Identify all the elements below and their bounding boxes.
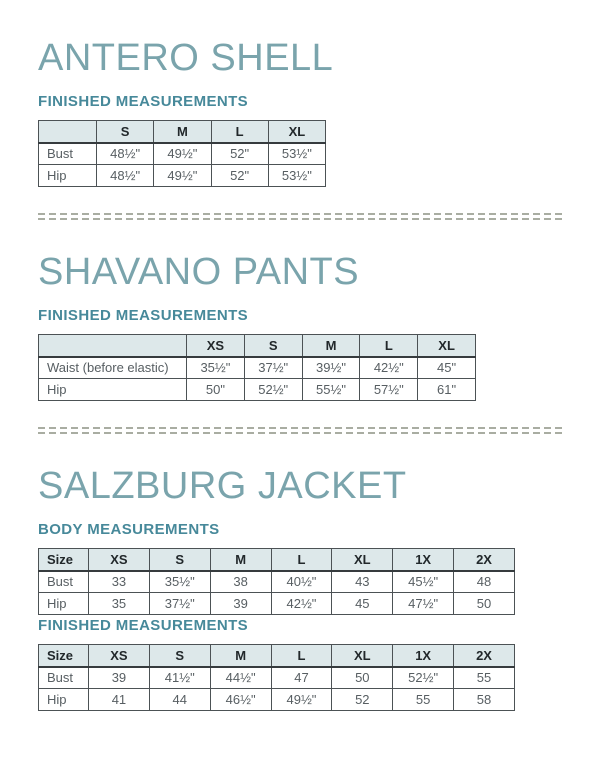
measurement-value: 47 (271, 667, 332, 689)
column-header: XL (268, 121, 325, 143)
measurement-value: 53½" (268, 143, 325, 165)
table-row (39, 593, 515, 615)
dashed-divider (38, 427, 566, 434)
measurements-table (38, 644, 515, 711)
measurement-value: 35½" (149, 571, 210, 593)
table-heading: FINISHED MEASUREMENTS (38, 93, 249, 110)
table-heading: FINISHED MEASUREMENTS (38, 617, 249, 634)
section-title: SALZBURG JACKET (38, 465, 407, 507)
measurement-value: 41½" (149, 667, 210, 689)
measurement-value: 45 (332, 593, 393, 615)
column-header: 2X (454, 549, 515, 571)
measurement-value: 49½" (154, 165, 211, 187)
column-header: S (149, 645, 210, 667)
header-row (39, 121, 326, 143)
column-header: S (149, 549, 210, 571)
column-header: L (360, 335, 418, 357)
measurement-value: 52" (211, 165, 268, 187)
measurement-value: 42½" (271, 593, 332, 615)
row-label: Hip (39, 165, 97, 187)
column-header: XS (89, 549, 150, 571)
table-row (39, 571, 515, 593)
measurement-value: 40½" (271, 571, 332, 593)
row-label: Bust (39, 143, 97, 165)
measurement-value: 37½" (244, 357, 302, 379)
section-title: ANTERO SHELL (38, 37, 334, 79)
column-header: XL (332, 549, 393, 571)
column-header: XL (332, 645, 393, 667)
measurement-value: 41 (89, 689, 150, 711)
table-heading: BODY MEASUREMENTS (38, 521, 220, 538)
measurement-value: 53½" (268, 165, 325, 187)
column-header (39, 335, 187, 357)
measurement-value: 48½" (97, 165, 154, 187)
measurement-value: 46½" (210, 689, 271, 711)
measurement-value: 52" (211, 143, 268, 165)
measurement-value: 48½" (97, 143, 154, 165)
section-title: SHAVANO PANTS (38, 251, 360, 293)
measurement-value: 50 (454, 593, 515, 615)
column-header: S (244, 335, 302, 357)
measurement-value: 58 (454, 689, 515, 711)
row-label: Waist (before elastic) (39, 357, 187, 379)
section-antero-shell (38, 38, 566, 187)
measurement-value: 52 (332, 689, 393, 711)
column-header: 1X (393, 645, 454, 667)
measurement-value: 45½" (393, 571, 454, 593)
column-header: XL (418, 335, 476, 357)
column-header: XS (89, 645, 150, 667)
measurements-table (38, 334, 476, 401)
measurement-value: 61" (418, 379, 476, 401)
column-header: M (302, 335, 360, 357)
measurement-value: 43 (332, 571, 393, 593)
column-header: L (211, 121, 268, 143)
measurement-value: 50" (187, 379, 245, 401)
section-shavano-pants (38, 252, 566, 401)
row-label: Bust (39, 571, 89, 593)
measurement-value: 49½" (154, 143, 211, 165)
header-row (39, 549, 515, 571)
column-header: S (97, 121, 154, 143)
measurement-value: 37½" (149, 593, 210, 615)
measurement-value: 39 (210, 593, 271, 615)
measurement-value: 39½" (302, 357, 360, 379)
row-label: Hip (39, 379, 187, 401)
measurement-value: 47½" (393, 593, 454, 615)
column-header: XS (187, 335, 245, 357)
column-header: L (271, 645, 332, 667)
measurement-value: 55 (454, 667, 515, 689)
row-label: Hip (39, 593, 89, 615)
measurement-value: 50 (332, 667, 393, 689)
measurement-value: 55½" (302, 379, 360, 401)
column-header: M (154, 121, 211, 143)
column-header: Size (39, 549, 89, 571)
measurement-value: 49½" (271, 689, 332, 711)
measurement-value: 42½" (360, 357, 418, 379)
row-label: Bust (39, 667, 89, 689)
table-row (39, 165, 326, 187)
measurement-value: 52½" (393, 667, 454, 689)
measurement-value: 39 (89, 667, 150, 689)
column-header: Size (39, 645, 89, 667)
measurement-value: 55 (393, 689, 454, 711)
measurement-value: 44 (149, 689, 210, 711)
measurement-value: 33 (89, 571, 150, 593)
column-header: 1X (393, 549, 454, 571)
table-row (39, 357, 476, 379)
measurement-value: 48 (454, 571, 515, 593)
measurement-value: 44½" (210, 667, 271, 689)
measurements-table (38, 548, 515, 615)
table-row (39, 379, 476, 401)
header-row (39, 335, 476, 357)
measurement-value: 38 (210, 571, 271, 593)
column-header (39, 121, 97, 143)
measurement-value: 35 (89, 593, 150, 615)
measurement-value: 45" (418, 357, 476, 379)
measurement-value: 52½" (244, 379, 302, 401)
column-header: M (210, 645, 271, 667)
measurement-value: 35½" (187, 357, 245, 379)
row-label: Hip (39, 689, 89, 711)
table-heading: FINISHED MEASUREMENTS (38, 307, 249, 324)
table-row (39, 143, 326, 165)
column-header: 2X (454, 645, 515, 667)
column-header: L (271, 549, 332, 571)
section-salzburg-jacket (38, 466, 566, 711)
measurements-table (38, 120, 326, 187)
table-row (39, 667, 515, 689)
table-row (39, 689, 515, 711)
column-header: M (210, 549, 271, 571)
dashed-divider (38, 213, 566, 220)
measurement-value: 57½" (360, 379, 418, 401)
header-row (39, 645, 515, 667)
